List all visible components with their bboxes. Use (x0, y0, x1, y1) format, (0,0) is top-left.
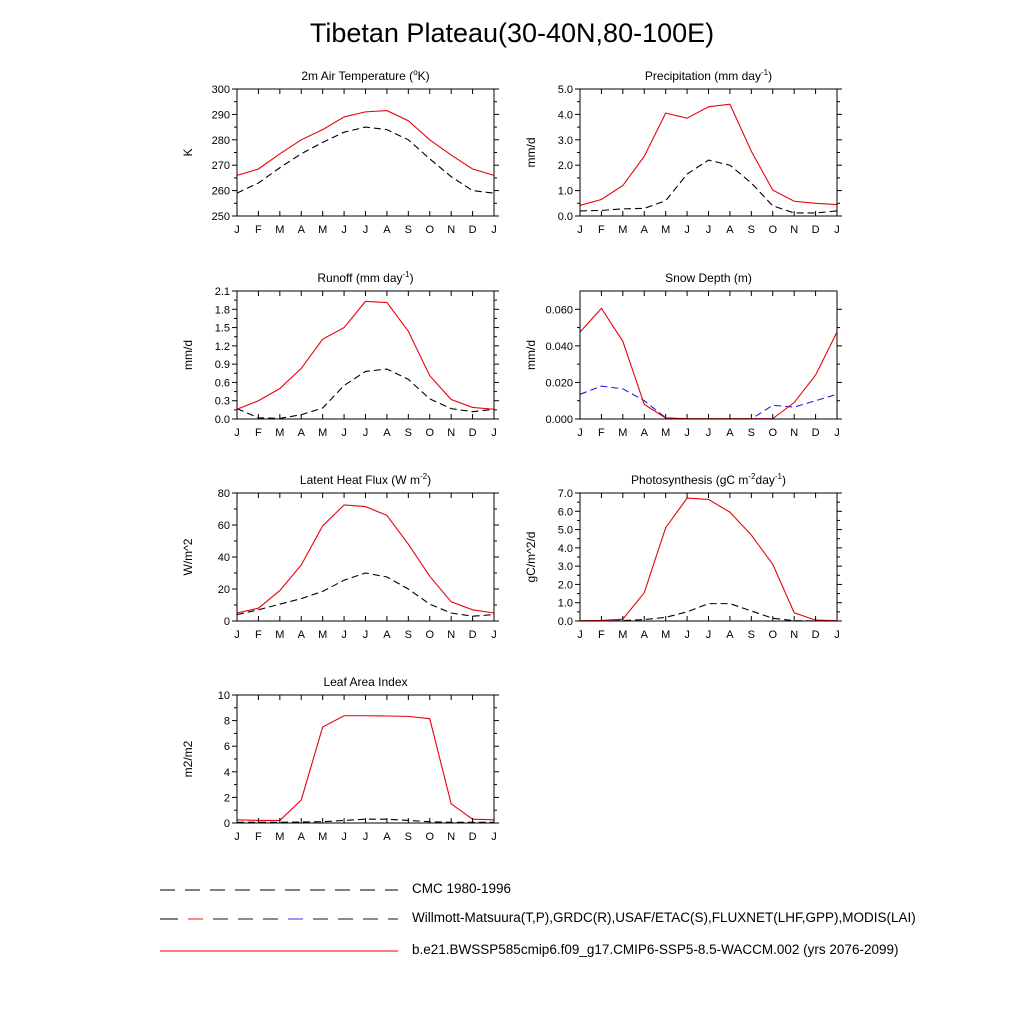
x-tick-label: F (255, 629, 262, 641)
y-tick-label: 270 (211, 160, 230, 173)
x-tick-label: S (747, 427, 756, 439)
y-tick-label: 280 (211, 134, 230, 147)
y-tick-label: 4 (223, 766, 230, 779)
x-tick-label: N (447, 629, 456, 641)
x-tick-label: D (468, 629, 477, 641)
x-tick-label: M (661, 629, 671, 641)
x-tick-label: M (275, 224, 285, 236)
x-tick-label: J (234, 427, 240, 439)
x-tick-label: M (275, 427, 285, 439)
x-tick-label: J (834, 224, 840, 236)
x-tick-label: O (425, 831, 435, 843)
y-tick-label: 0.0 (214, 414, 230, 426)
x-tick-label: M (318, 629, 328, 641)
x-tick-label: J (341, 427, 347, 439)
x-tick-label: N (790, 629, 799, 641)
series-line-2 (580, 104, 837, 205)
x-tick-label: N (447, 224, 456, 236)
y-tick-label: 2.0 (557, 579, 573, 592)
y-tick-label: 7.0 (557, 488, 573, 500)
x-tick-label: D (468, 427, 477, 439)
y-tick-label: 0 (223, 818, 230, 830)
x-tick-label: A (383, 629, 391, 641)
x-tick-label: M (318, 224, 328, 236)
x-tick-label: A (726, 224, 734, 236)
y-tick-label: 10 (217, 690, 230, 702)
x-tick-label: J (234, 831, 240, 843)
y-tick-label: 4.0 (557, 542, 573, 555)
y-tick-label: 3.0 (557, 561, 573, 574)
x-tick-label: A (297, 224, 305, 236)
x-tick-label: J (834, 629, 840, 641)
chart-panel-7 (181, 675, 499, 843)
x-tick-label: A (297, 629, 305, 641)
y-tick-label: 0.040 (545, 340, 573, 353)
x-tick-label: J (341, 629, 347, 641)
x-tick-label: F (598, 427, 605, 439)
y-tick-label: 5.0 (557, 524, 573, 537)
x-tick-label: A (640, 629, 648, 641)
x-tick-label: M (318, 831, 328, 843)
y-tick-label: 290 (211, 109, 230, 122)
y-axis-label: mm/d (181, 340, 195, 370)
series-line-2 (237, 505, 494, 613)
x-tick-label: J (684, 224, 690, 236)
x-tick-label: O (425, 629, 435, 641)
y-tick-label: 40 (217, 552, 230, 564)
x-tick-label: N (447, 427, 456, 439)
x-tick-label: J (362, 831, 369, 843)
y-tick-label: 6.0 (557, 506, 573, 519)
chart-panel-3 (181, 270, 499, 439)
plot-frame (237, 695, 494, 823)
x-tick-label: M (618, 629, 628, 641)
y-tick-label: 2.0 (557, 160, 573, 173)
x-tick-label: M (618, 224, 628, 236)
x-tick-label: F (255, 831, 262, 843)
y-tick-label: 60 (217, 520, 230, 532)
y-tick-label: 2 (223, 792, 230, 805)
y-tick-label: 250 (211, 211, 230, 223)
chart-title: Snow Depth (m) (665, 271, 752, 285)
x-tick-label: J (491, 427, 497, 439)
y-tick-label: 0.060 (545, 304, 573, 317)
y-tick-label: 300 (211, 84, 230, 96)
x-tick-label: M (275, 831, 285, 843)
x-tick-label: J (684, 427, 690, 439)
y-tick-label: 20 (217, 584, 230, 596)
x-tick-label: M (661, 224, 671, 236)
x-tick-label: J (234, 629, 240, 641)
chart-panel-1 (181, 68, 499, 236)
x-tick-label: S (404, 224, 413, 236)
chart-panel-5 (181, 472, 499, 641)
chart-title: Precipitation (mm day$^{-1}$) (644, 68, 773, 83)
x-tick-label: F (255, 427, 262, 439)
x-tick-label: J (491, 629, 497, 641)
y-tick-label: 0.6 (214, 377, 230, 390)
series-line-1 (237, 127, 494, 193)
x-tick-label: A (383, 224, 391, 236)
plot-frame (580, 493, 837, 621)
chart-title: Runoff (mm day$^{-1}$) (317, 270, 414, 285)
legend-label-model: b.e21.BWSSP585cmip6.f09_g17.CMIP6-SSP5-8.5-WACCM.002 (yrs 2076-2099) (412, 942, 899, 957)
y-tick-label: 0 (223, 616, 230, 628)
y-axis-label: gC/m^2/d (524, 531, 538, 583)
y-tick-label: 5.0 (557, 84, 573, 96)
x-tick-label: J (491, 831, 497, 843)
x-tick-label: A (726, 427, 734, 439)
x-tick-label: D (468, 831, 477, 843)
x-tick-label: J (834, 427, 840, 439)
y-tick-label: 1.0 (557, 597, 573, 610)
plot-frame (580, 291, 837, 419)
x-tick-label: F (255, 224, 262, 236)
chart-title: 2m Air Temperature ($^o$K) (301, 68, 430, 83)
x-tick-label: A (726, 629, 734, 641)
y-tick-label: 1.0 (557, 185, 573, 198)
x-tick-label: A (640, 224, 648, 236)
y-axis-label: W/m^2 (181, 538, 195, 576)
x-tick-label: O (425, 224, 435, 236)
x-tick-label: S (404, 427, 413, 439)
x-tick-label: J (362, 224, 369, 236)
y-tick-label: 0.0 (557, 211, 573, 223)
x-tick-label: J (705, 629, 712, 641)
series-line-2 (580, 498, 837, 621)
x-tick-label: S (404, 831, 413, 843)
legend-line-cmc (0, 880, 400, 900)
x-tick-label: A (383, 427, 391, 439)
y-tick-label: 1.2 (214, 340, 230, 353)
x-tick-label: O (768, 427, 778, 439)
y-axis-label: m2/m2 (181, 740, 195, 778)
chart-title: Latent Heat Flux (W $m^{-2}$) (299, 472, 432, 487)
x-tick-label: A (297, 427, 305, 439)
x-tick-label: J (705, 224, 712, 236)
x-tick-label: J (234, 224, 240, 236)
chart-panel-4 (524, 271, 842, 439)
plot-frame (580, 89, 837, 216)
x-tick-label: J (362, 629, 369, 641)
y-tick-label: 1.5 (214, 322, 230, 335)
x-tick-label: A (640, 427, 648, 439)
x-tick-label: A (383, 831, 391, 843)
y-tick-label: 4.0 (557, 109, 573, 122)
legend-label-cmc: CMC 1980-1996 (412, 881, 512, 896)
y-axis-label: mm/d (524, 340, 538, 370)
x-tick-label: J (341, 224, 347, 236)
legend-line-model (0, 941, 400, 961)
x-tick-label: J (684, 629, 690, 641)
x-tick-label: J (577, 224, 583, 236)
plot-frame (237, 291, 494, 419)
legend-entry-cmc (0, 880, 1024, 900)
plot-frame (237, 89, 494, 216)
y-tick-label: 0.000 (545, 414, 573, 426)
x-tick-label: D (811, 629, 820, 641)
series-line-3 (580, 308, 837, 418)
x-tick-label: S (404, 629, 413, 641)
x-tick-label: J (491, 224, 497, 236)
x-tick-label: S (747, 224, 756, 236)
y-tick-label: 0.3 (214, 395, 230, 408)
x-tick-label: D (468, 224, 477, 236)
x-tick-label: O (425, 427, 435, 439)
chart-panel-6 (524, 472, 842, 641)
series-line-2 (237, 716, 494, 821)
y-tick-label: 6 (223, 741, 230, 754)
x-tick-label: M (661, 427, 671, 439)
page-title: Tibetan Plateau(30-40N,80-100E) (309, 18, 715, 48)
x-tick-label: J (362, 427, 369, 439)
y-tick-label: 8 (223, 715, 230, 728)
x-tick-label: M (618, 427, 628, 439)
y-tick-label: 260 (211, 185, 230, 198)
legend-label-obs: Willmott-Matsuura(T,P),GRDC(R),USAF/ETAC(S),FLUXNET(LHF,GPP),MODIS(LAI) (412, 910, 916, 925)
chart-title: Leaf Area Index (323, 675, 408, 689)
x-tick-label: D (811, 427, 820, 439)
x-tick-label: N (790, 427, 799, 439)
legend-line-obs (0, 909, 400, 929)
x-tick-label: J (341, 831, 347, 843)
legend-entry-model (0, 941, 1024, 961)
x-tick-label: J (577, 629, 583, 641)
series-line-1 (580, 160, 837, 213)
y-tick-label: 0.0 (557, 616, 573, 628)
x-tick-label: F (598, 629, 605, 641)
plot-frame (237, 493, 494, 621)
x-tick-label: O (768, 224, 778, 236)
x-tick-label: J (705, 427, 712, 439)
y-axis-label: K (181, 148, 195, 157)
chart-panel-2 (524, 68, 842, 236)
chart-title: Photosynthesis (gC $m^{-2}day^{-1}$) (631, 472, 786, 487)
x-tick-label: D (811, 224, 820, 236)
x-tick-label: J (577, 427, 583, 439)
y-tick-label: 0.9 (214, 359, 230, 372)
y-axis-label: mm/d (524, 137, 538, 168)
series-line-2 (237, 111, 494, 176)
x-tick-label: S (747, 629, 756, 641)
x-tick-label: N (790, 224, 799, 236)
y-tick-label: 0.020 (545, 377, 573, 390)
series-line-1 (237, 369, 494, 418)
y-tick-label: 80 (217, 488, 230, 500)
x-tick-label: M (318, 427, 328, 439)
y-tick-label: 3.0 (557, 134, 573, 147)
series-line-2 (237, 301, 494, 409)
x-tick-label: N (447, 831, 456, 843)
x-tick-label: O (768, 629, 778, 641)
legend-entry-obs (0, 909, 1024, 929)
x-tick-label: M (275, 629, 285, 641)
x-tick-label: F (598, 224, 605, 236)
y-tick-label: 1.8 (214, 304, 230, 317)
x-tick-label: A (297, 831, 305, 843)
y-tick-label: 2.1 (214, 286, 230, 298)
